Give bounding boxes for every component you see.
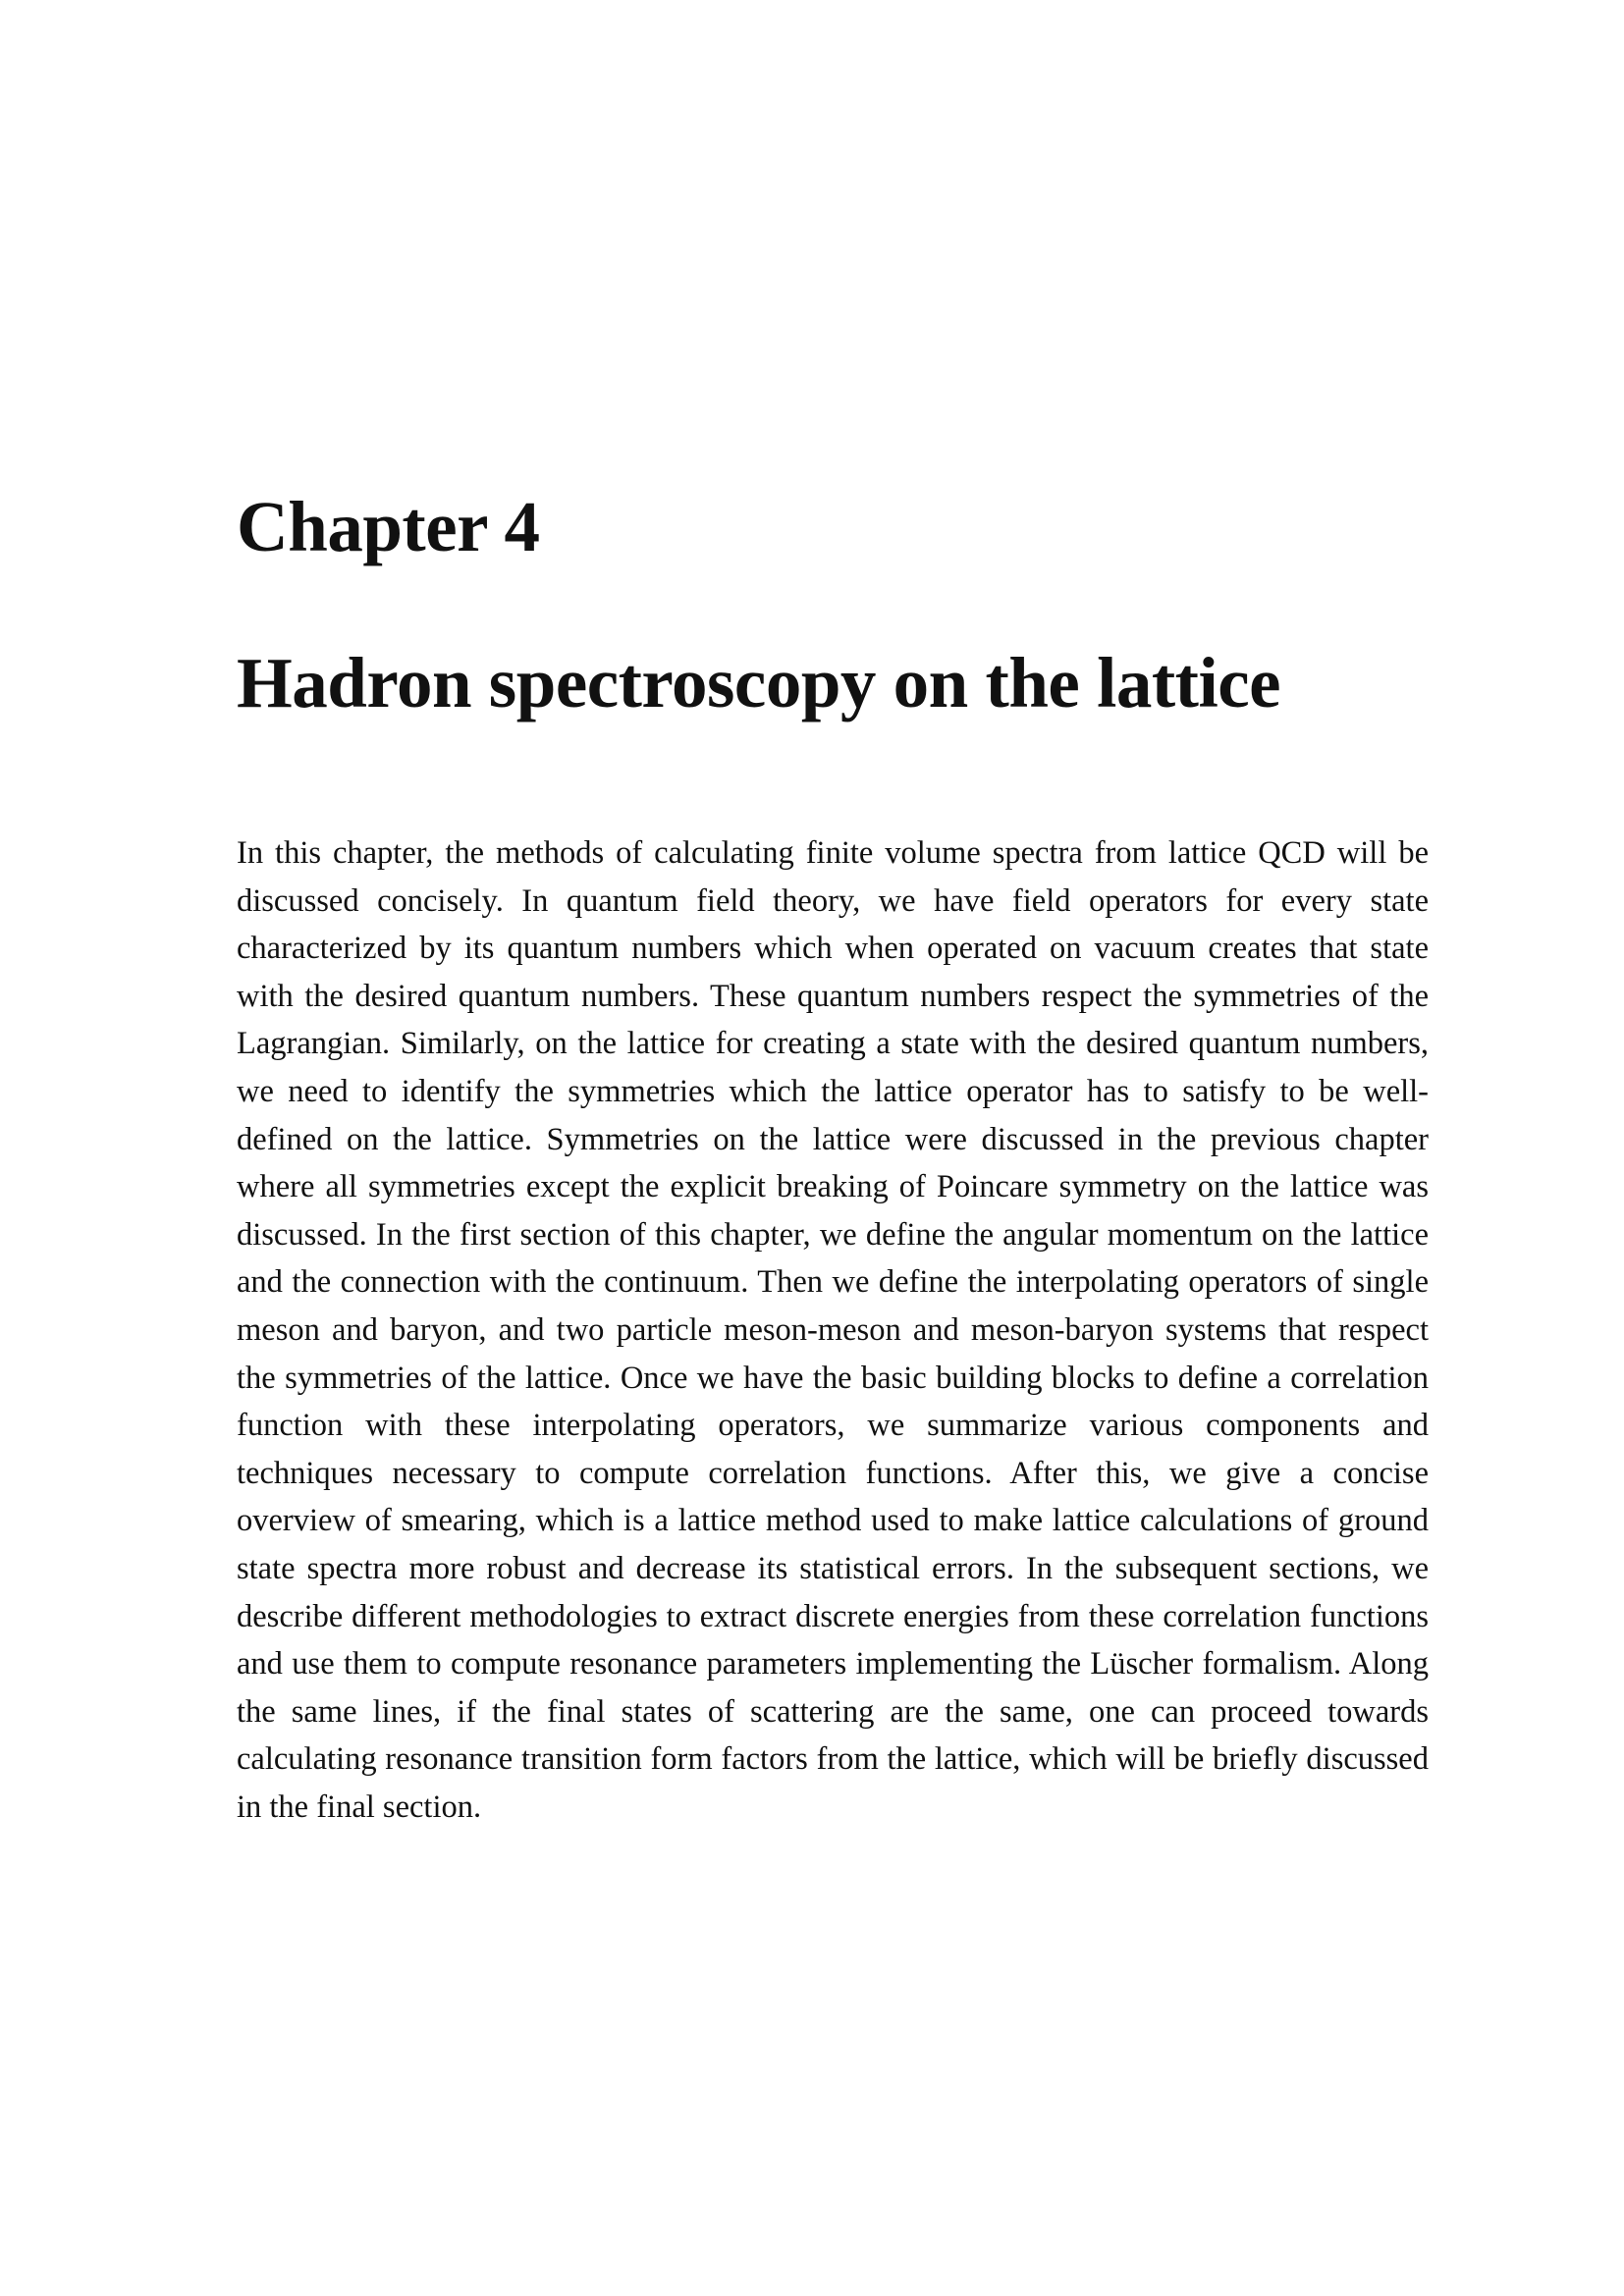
- chapter-title: Hadron spectroscopy on the lattice: [237, 643, 1281, 722]
- intro-paragraph: In this chapter, the methods of calculating finite volume spectra from lattice QCD will be discussed concisely. In quantum field theory, we have field operators for every state characterized by its quantum numbers which when operated on vacuum creates that state with the desired quantum numbers. These quantum numbers respect the symmetries of the Lagrangian. Similarly, on the lattice for creating a state with the desired quantum numbers, we need to identify the symmetries which the lattice operator has to satisfy to be well-defined on the lattice. Symmetries on the lattice were discussed in the previous chapter where all symmetries except the explicit breaking of Poincare symmetry on the lattice was discussed. In the first section of this chapter, we define the angular momentum on the lattice and the connection with the continuum. Then we define the interpolating operators of single meson and baryon, and two particle meson-meson and meson-baryon systems that respect the symmetries of the lattice. Once we have the basic building blocks to define a correlation function with these interpolating operators, we summarize various components and techniques necessary to compute correlation functions. After this, we give a concise overview of smearing, which is a lattice method used to make lattice calculations of ground state spectra more robust and decrease its statistical errors. In the subsequent sections, we describe different methodologies to extract discrete energies from these correlation functions and use them to compute resonance parameters implementing the Lüscher formalism. Along the same lines, if the final states of scattering are the same, one can proceed towards calculating resonance transition form factors from the lattice, which will be briefly discussed in the final section.: [237, 835, 1429, 1825]
- chapter-number: Chapter 4: [237, 487, 540, 566]
